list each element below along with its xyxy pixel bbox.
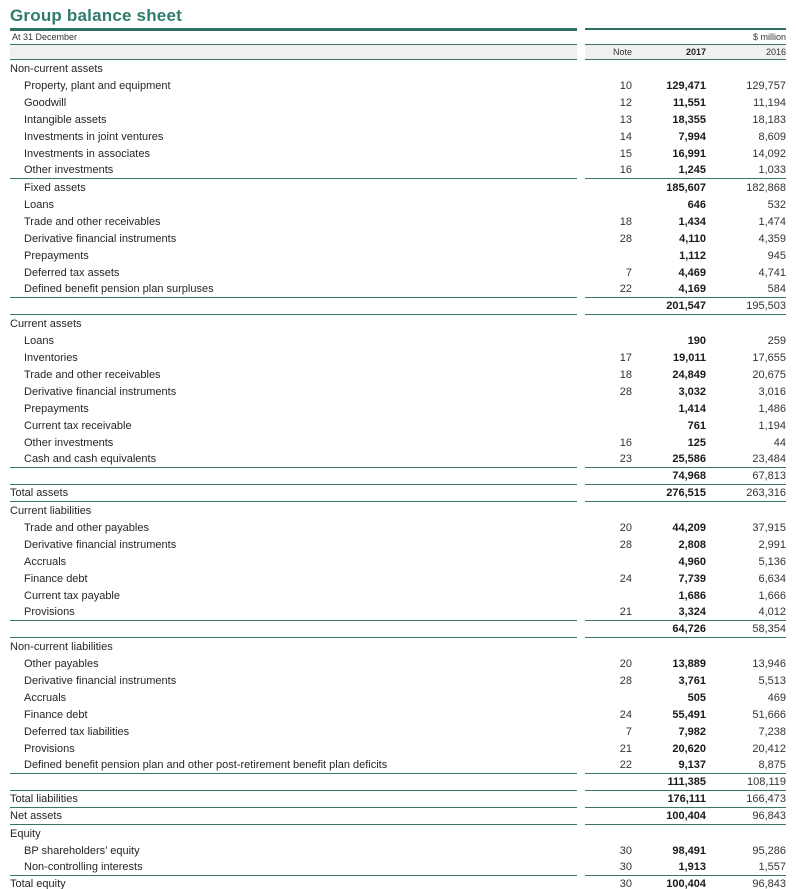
table-row xyxy=(10,230,786,247)
table-row xyxy=(10,451,786,468)
row-note: 15 xyxy=(619,147,632,160)
table-row xyxy=(10,264,786,281)
row-value-2017: 13,889 xyxy=(672,657,706,670)
row-value-2017: 7,994 xyxy=(678,130,706,143)
row-label: Provisions xyxy=(24,606,75,618)
balance-sheet-page xyxy=(0,6,796,889)
row-label: Defined benefit pension plan surpluses xyxy=(24,283,214,295)
table-row xyxy=(10,128,786,145)
row-label: Total assets xyxy=(10,487,69,499)
row-label: Deferred tax liabilities xyxy=(24,725,130,738)
row-label: Prepayments xyxy=(24,402,89,415)
column-header-2016: 2016 xyxy=(765,47,786,57)
row-value-2017: 3,324 xyxy=(678,606,706,618)
row-label: Net assets xyxy=(10,810,62,822)
row-value-2017: 1,913 xyxy=(678,861,706,873)
row-value-2017: 20,620 xyxy=(672,742,706,755)
row-label: Finance debt xyxy=(24,708,88,721)
table-meta-row xyxy=(10,31,786,45)
row-note: 16 xyxy=(619,164,632,176)
row-label: Current tax receivable xyxy=(24,419,132,432)
row-value-2016: 2,991 xyxy=(758,538,786,551)
row-value-2016: 166,473 xyxy=(746,793,786,805)
row-value-2017: 190 xyxy=(687,334,706,347)
row-label: Trade and other receivables xyxy=(24,368,161,381)
row-label: Fixed assets xyxy=(24,181,86,194)
row-note: 28 xyxy=(619,674,632,687)
row-label: Loans xyxy=(24,334,54,347)
table-row xyxy=(10,757,786,774)
row-value-2016: 18,183 xyxy=(752,113,786,126)
row-value-2016: 14,092 xyxy=(752,147,786,160)
row-value-2016: 4,012 xyxy=(758,606,786,618)
row-note: 28 xyxy=(619,538,632,551)
row-value-2016: 469 xyxy=(767,691,786,704)
row-label: Non-controlling interests xyxy=(24,861,143,873)
row-label: Accruals xyxy=(24,691,67,704)
row-value-2017: 129,471 xyxy=(666,79,706,92)
table-row xyxy=(10,485,786,502)
column-header-band xyxy=(10,45,786,60)
row-label: Other payables xyxy=(24,657,99,670)
row-note: 21 xyxy=(619,606,632,618)
row-value-2017: 1,686 xyxy=(678,589,706,602)
row-value-2017: 74,968 xyxy=(672,470,706,482)
row-value-2016: 20,412 xyxy=(752,742,786,755)
row-note: 30 xyxy=(619,844,632,857)
table-row xyxy=(10,519,786,536)
row-note: 30 xyxy=(619,861,632,873)
row-value-2016: 20,675 xyxy=(752,368,786,381)
table-row xyxy=(10,621,786,638)
row-value-2017: 505 xyxy=(687,691,706,704)
row-value-2017: 16,991 xyxy=(672,147,706,160)
row-value-2016: 4,741 xyxy=(758,266,786,279)
table-row xyxy=(10,502,786,519)
row-note: 23 xyxy=(619,453,632,465)
row-label: Trade and other receivables xyxy=(24,215,161,228)
row-value-2016: 67,813 xyxy=(752,470,786,482)
row-value-2016: 37,915 xyxy=(752,521,786,534)
row-label: Other investments xyxy=(24,436,114,449)
row-value-2017: 19,011 xyxy=(672,351,706,364)
row-label: Trade and other payables xyxy=(24,521,149,534)
row-value-2017: 2,808 xyxy=(678,538,706,551)
table-row xyxy=(10,859,786,876)
row-label: Other investments xyxy=(24,164,114,176)
table-row xyxy=(10,740,786,757)
row-label: Current tax payable xyxy=(24,589,120,602)
column-header-2017: 2017 xyxy=(685,47,706,57)
table-row xyxy=(10,162,786,179)
row-note: 24 xyxy=(619,708,632,721)
row-note: 18 xyxy=(619,215,632,228)
table-row xyxy=(10,247,786,264)
table-row xyxy=(10,604,786,621)
row-label: Loans xyxy=(24,198,54,211)
row-note: 10 xyxy=(619,79,632,92)
row-note: 22 xyxy=(619,759,632,771)
table-row xyxy=(10,655,786,672)
row-note: 13 xyxy=(619,113,632,126)
table-row xyxy=(10,706,786,723)
row-value-2016: 1,557 xyxy=(758,861,786,873)
table-row xyxy=(10,553,786,570)
row-value-2017: 276,515 xyxy=(666,487,706,499)
table-row xyxy=(10,60,786,77)
row-value-2017: 7,739 xyxy=(678,572,706,585)
row-label: Derivative financial instruments xyxy=(24,385,177,398)
row-value-2017: 185,607 xyxy=(666,181,706,194)
row-value-2017: 100,404 xyxy=(666,810,706,822)
row-value-2016: 5,513 xyxy=(758,674,786,687)
table-row xyxy=(10,808,786,825)
row-label: BP shareholders’ equity xyxy=(24,844,140,857)
row-value-2017: 176,111 xyxy=(667,793,706,805)
column-header-note: Note xyxy=(612,47,632,57)
row-value-2016: 51,666 xyxy=(752,708,786,721)
row-label: Derivative financial instruments xyxy=(24,538,177,551)
row-label: Total liabilities xyxy=(10,793,78,805)
table-row xyxy=(10,77,786,94)
table-row xyxy=(10,332,786,349)
table-row xyxy=(10,468,786,485)
row-value-2016: 108,119 xyxy=(747,776,786,788)
column-header-band-left xyxy=(10,45,577,60)
row-value-2017: 1,414 xyxy=(678,402,706,415)
row-label: Non-current assets xyxy=(10,62,103,75)
balance-sheet-table xyxy=(10,60,786,889)
table-row xyxy=(10,672,786,689)
row-note: 24 xyxy=(619,572,632,585)
table-row xyxy=(10,587,786,604)
row-value-2016: 96,843 xyxy=(752,877,786,889)
row-value-2017: 125 xyxy=(687,436,706,449)
row-value-2017: 44,209 xyxy=(672,521,706,534)
row-label: Intangible assets xyxy=(24,113,107,126)
table-row xyxy=(10,400,786,417)
row-value-2017: 9,137 xyxy=(678,759,706,771)
page-title: Group balance sheet xyxy=(10,6,182,25)
row-value-2016: 11,194 xyxy=(753,96,786,109)
row-value-2017: 111,385 xyxy=(667,776,706,788)
table-row xyxy=(10,196,786,213)
row-label: Prepayments xyxy=(24,249,89,262)
row-value-2016: 8,609 xyxy=(758,130,786,143)
row-value-2016: 6,634 xyxy=(758,572,786,585)
row-note: 20 xyxy=(619,521,632,534)
table-row xyxy=(10,145,786,162)
row-value-2017: 1,434 xyxy=(678,215,706,228)
table-row xyxy=(10,417,786,434)
row-value-2016: 17,655 xyxy=(752,351,786,364)
table-row xyxy=(10,876,786,889)
table-row xyxy=(10,434,786,451)
row-value-2016: 23,484 xyxy=(752,453,786,465)
row-note: 20 xyxy=(619,657,632,670)
row-value-2016: 1,666 xyxy=(758,589,786,602)
table-row xyxy=(10,791,786,808)
row-note: 30 xyxy=(619,877,632,889)
row-value-2016: 1,474 xyxy=(758,215,786,228)
table-row xyxy=(10,315,786,332)
row-label: Investments in associates xyxy=(24,147,150,160)
row-note: 12 xyxy=(619,96,632,109)
row-label: Finance debt xyxy=(24,572,88,585)
row-value-2017: 25,586 xyxy=(672,453,706,465)
row-note: 7 xyxy=(625,266,632,279)
row-value-2017: 4,110 xyxy=(679,232,706,245)
row-value-2017: 7,982 xyxy=(678,725,706,738)
row-label: Provisions xyxy=(24,742,75,755)
row-note: 7 xyxy=(625,725,632,738)
row-label: Derivative financial instruments xyxy=(24,232,177,245)
row-value-2017: 98,491 xyxy=(672,844,706,857)
row-label: Investments in joint ventures xyxy=(24,130,164,143)
row-note: 28 xyxy=(619,385,632,398)
row-label: Cash and cash equivalents xyxy=(24,453,157,465)
row-value-2016: 1,194 xyxy=(758,419,786,432)
table-row xyxy=(10,111,786,128)
row-value-2017: 646 xyxy=(687,198,706,211)
table-row xyxy=(10,570,786,587)
row-value-2017: 18,355 xyxy=(672,113,706,126)
row-label: Total equity xyxy=(10,877,66,889)
row-value-2016: 129,757 xyxy=(746,79,786,92)
row-label: Current liabilities xyxy=(10,504,92,517)
row-value-2017: 1,112 xyxy=(679,249,706,262)
row-value-2016: 44 xyxy=(773,436,786,449)
row-value-2017: 201,547 xyxy=(666,300,706,312)
row-value-2017: 55,491 xyxy=(672,708,706,721)
row-value-2016: 259 xyxy=(767,334,786,347)
table-row xyxy=(10,281,786,298)
date-label: At 31 December xyxy=(12,32,78,42)
row-label: Non-current liabilities xyxy=(10,640,113,653)
row-value-2016: 4,359 xyxy=(758,232,786,245)
row-value-2017: 3,761 xyxy=(678,674,706,687)
row-value-2016: 7,238 xyxy=(758,725,786,738)
row-value-2016: 95,286 xyxy=(752,844,786,857)
table-row xyxy=(10,774,786,791)
row-note: 21 xyxy=(619,742,632,755)
row-label: Deferred tax assets xyxy=(24,266,120,279)
table-row xyxy=(10,383,786,400)
table-row xyxy=(10,536,786,553)
row-value-2016: 8,875 xyxy=(758,759,786,771)
table-row xyxy=(10,689,786,706)
row-label: Property, plant and equipment xyxy=(24,79,171,92)
row-value-2016: 195,503 xyxy=(746,300,786,312)
row-label: Defined benefit pension plan and other post-retirement benefit plan deficits xyxy=(24,759,388,771)
table-row xyxy=(10,638,786,655)
table-row xyxy=(10,825,786,842)
row-value-2016: 13,946 xyxy=(752,657,786,670)
row-value-2017: 3,032 xyxy=(678,385,706,398)
row-value-2017: 24,849 xyxy=(672,368,706,381)
row-note: 14 xyxy=(619,130,632,143)
table-row xyxy=(10,94,786,111)
row-label: Current assets xyxy=(10,317,82,330)
row-value-2016: 3,016 xyxy=(758,385,786,398)
row-value-2016: 96,843 xyxy=(752,810,786,822)
table-row xyxy=(10,366,786,383)
row-value-2016: 1,033 xyxy=(758,164,786,176)
row-label: Derivative financial instruments xyxy=(24,674,177,687)
row-value-2017: 1,245 xyxy=(678,164,706,176)
row-value-2017: 4,469 xyxy=(678,266,706,279)
row-value-2016: 532 xyxy=(767,198,786,211)
table-row xyxy=(10,213,786,230)
table-row xyxy=(10,842,786,859)
row-value-2016: 945 xyxy=(767,249,786,262)
row-value-2017: 100,404 xyxy=(666,877,706,889)
row-value-2016: 1,486 xyxy=(758,402,786,415)
row-label: Inventories xyxy=(24,351,78,364)
row-value-2016: 58,354 xyxy=(752,623,786,635)
row-note: 18 xyxy=(619,368,632,381)
row-value-2017: 761 xyxy=(687,419,706,432)
row-value-2017: 4,960 xyxy=(678,555,706,568)
row-label: Accruals xyxy=(24,555,67,568)
row-value-2016: 5,136 xyxy=(758,555,786,568)
table-row xyxy=(10,349,786,366)
row-label: Goodwill xyxy=(24,96,67,109)
row-value-2017: 4,169 xyxy=(678,283,706,295)
table-row xyxy=(10,723,786,740)
row-note: 22 xyxy=(619,283,632,295)
unit-label: $ million xyxy=(752,32,786,42)
row-label: Equity xyxy=(10,827,41,840)
table-row xyxy=(10,179,786,196)
row-note: 28 xyxy=(619,232,632,245)
row-value-2017: 64,726 xyxy=(672,623,706,635)
row-note: 16 xyxy=(619,436,632,449)
table-row xyxy=(10,298,786,315)
row-value-2016: 182,868 xyxy=(746,181,786,194)
row-value-2016: 584 xyxy=(767,283,786,295)
row-value-2017: 11,551 xyxy=(672,96,706,109)
row-note: 17 xyxy=(619,351,632,364)
row-value-2016: 263,316 xyxy=(746,487,786,499)
